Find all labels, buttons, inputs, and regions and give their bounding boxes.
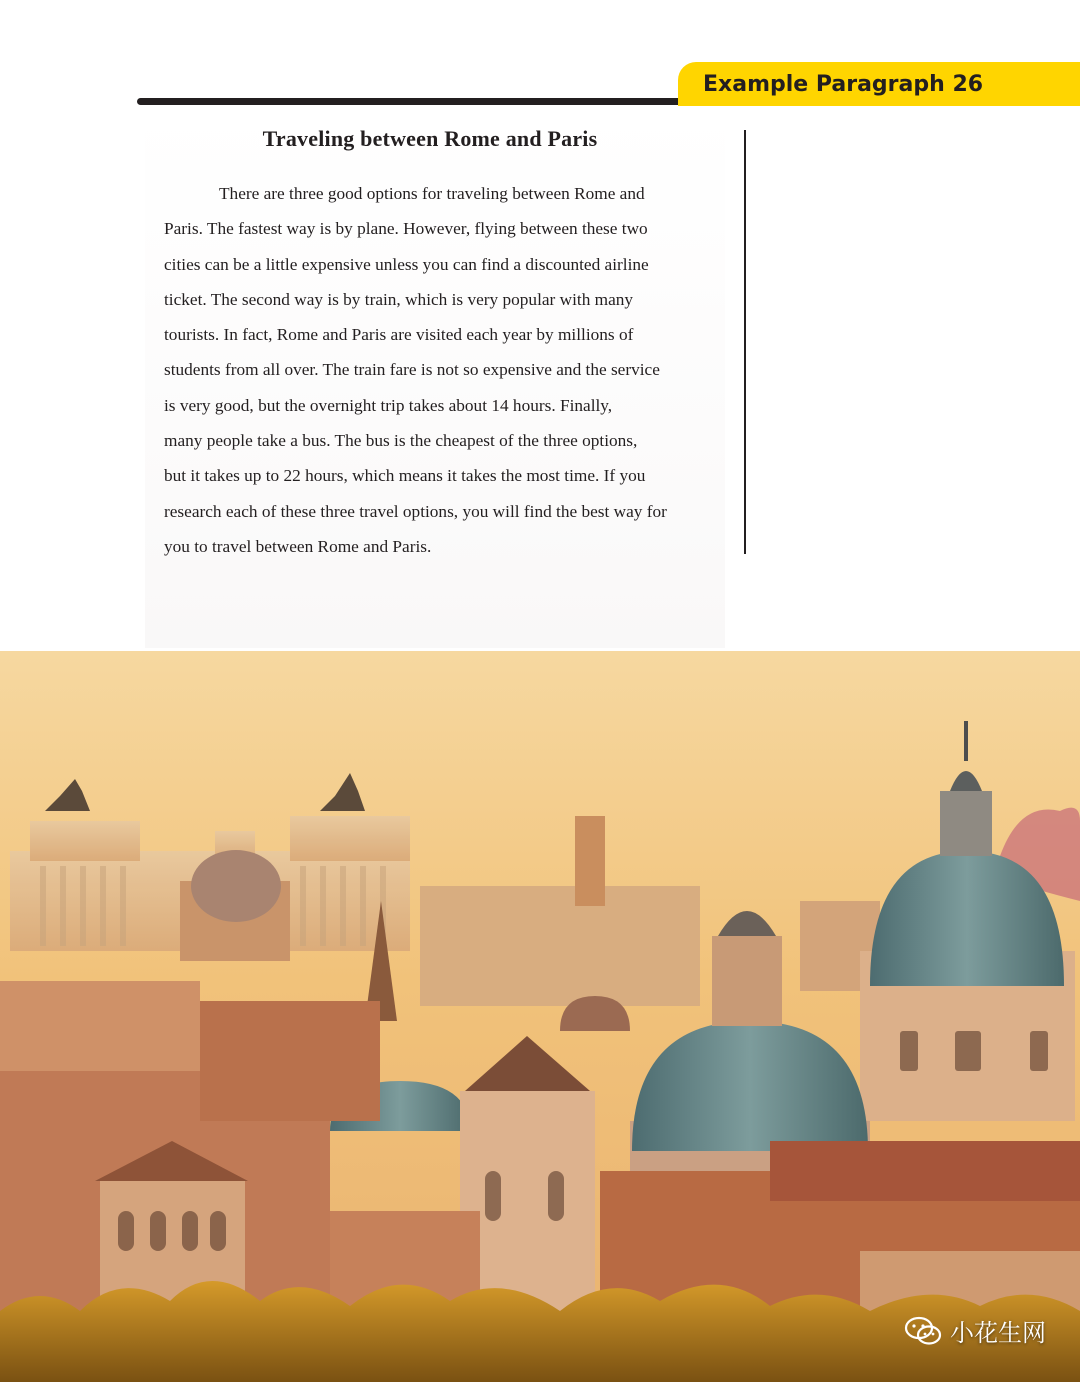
body-line: There are three good options for traveling between Rome and — [219, 184, 645, 203]
body-line: cities can be a little expensive unless you can find a discounted airline — [164, 254, 649, 274]
body-line: ticket. The second way is by train, which is very popular with many — [164, 289, 634, 309]
body-line: Paris. The fastest way is by plane. However, flying between these two — [164, 219, 648, 239]
body-line: research each of these three travel options, you will find the best way for — [164, 501, 667, 521]
body-line: is very good, but the overnight trip takes about 14 hours. Finally, — [164, 395, 613, 415]
body-line: many people take a bus. The bus is the cheapest of the three options, — [164, 431, 638, 451]
vertical-rule — [744, 130, 746, 554]
wechat-icon — [904, 1316, 942, 1346]
article-body — [164, 176, 720, 564]
header-rule — [137, 98, 697, 105]
rome-skyline-photo — [0, 651, 1080, 1382]
body-line: tourists. In fact, Rome and Paris are visited each year by millions of — [164, 325, 634, 345]
body-line: but it takes up to 22 hours, which means it takes the most time. If you — [164, 466, 646, 486]
section-tab-label: Example Paragraph 26 — [703, 71, 984, 97]
article-title: Traveling between Rome and Paris — [262, 126, 598, 151]
body-line: you to travel between Rome and Paris. — [164, 536, 432, 556]
body-line: students from all over. The train fare is not so expensive and the service — [164, 360, 660, 380]
watermark — [904, 1313, 1046, 1348]
watermark-text: 小花生网 — [950, 1319, 1046, 1347]
section-tab — [678, 62, 1080, 106]
